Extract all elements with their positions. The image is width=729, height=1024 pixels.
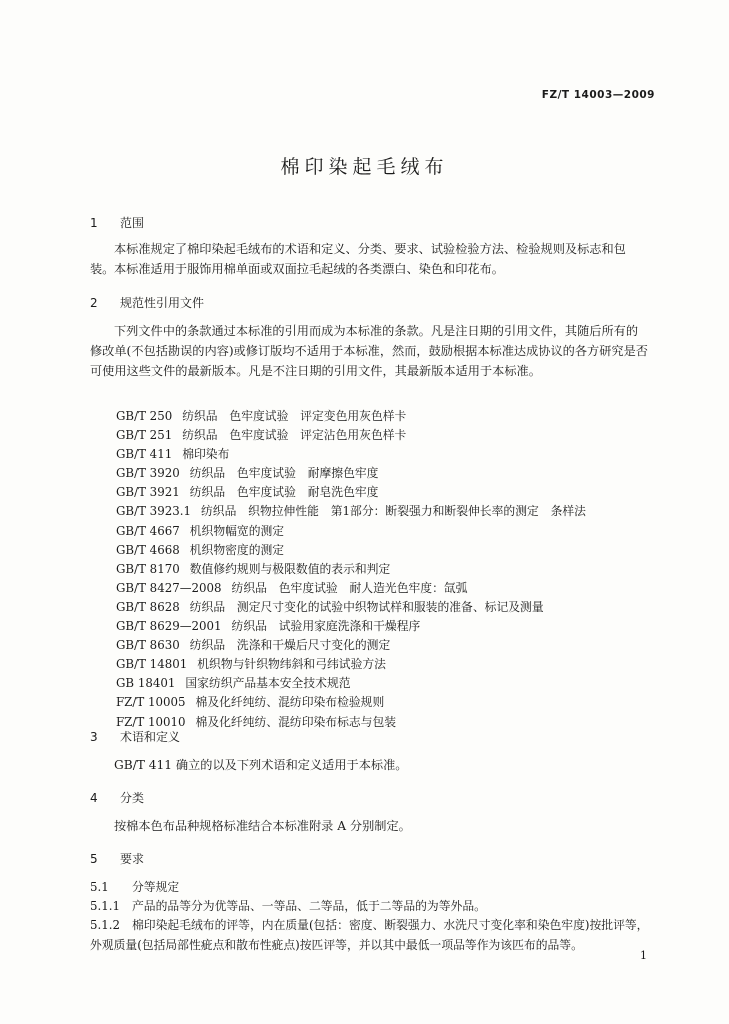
subsection-title: 分等规定: [132, 880, 180, 894]
ref-title: 纺织品 色牢度试验 耐摩擦色牢度: [189, 466, 379, 481]
section-title: 规范性引用文件: [120, 296, 205, 310]
section-2-heading: [90, 294, 204, 311]
ref-code: FZ/T 10005: [116, 695, 186, 710]
classification-paragraph: 按棉本色布品种规格标准结合本标准附录 A 分别制定。: [114, 819, 411, 833]
section-number: 3: [90, 730, 98, 744]
ref-title: 纺织品 色牢度试验 耐皂洗色牢度: [189, 485, 379, 500]
ref-code: GB/T 3921: [116, 485, 180, 500]
ref-code: GB/T 250: [116, 409, 173, 423]
ref-code: GB/T 4667: [116, 523, 180, 538]
section-5-heading: [90, 850, 144, 867]
ref-title: 纺织品 试验用家庭洗涤和干燥程序: [231, 619, 421, 634]
list-item: [116, 579, 586, 598]
ref-title: 棉及化纤纯纺、混纺印染布检验规则: [195, 695, 385, 710]
section-number: 4: [90, 791, 98, 805]
section-3-heading: [90, 728, 180, 745]
list-item: [116, 464, 586, 483]
ref-code: FZ/T 10010: [116, 714, 186, 729]
clause-number: 5.1.2: [90, 918, 121, 932]
clause-text: 棉印染起毛绒布的评等，内在质量(包括：密度、断裂强力、水洗尺寸变化率和染色牢度)按批评等，外观质量(包括局部性疵点和散布性疵点)按匹评等，并以其中最低一项品等作为该匹布的品等。: [90, 918, 649, 952]
subsection-5-1-heading: [90, 878, 179, 895]
ref-code: GB/T 8629—2001: [116, 619, 222, 634]
ref-title: 纺织品 色牢度试验 评定变色用灰色样卡: [182, 409, 407, 423]
list-item: [116, 502, 586, 521]
page-title: 棉印染起毛绒布: [280, 156, 449, 178]
subsection-number: 5.1: [90, 880, 109, 894]
ref-code: GB/T 8628: [116, 599, 180, 614]
section-title: 范围: [120, 216, 145, 230]
section-number: 1: [90, 216, 98, 230]
list-item: [116, 636, 586, 655]
ref-title: 纺织品 色牢度试验 耐人造光色牢度：氙弧: [231, 580, 468, 595]
ref-code: GB/T 251: [116, 428, 173, 443]
ref-code: GB/T 8427—2008: [116, 580, 222, 595]
ref-title: 纺织品 测定尺寸变化的试验中织物试样和服装的准备、标记及测量: [189, 599, 544, 614]
standard-number: FZ/T 14003—2009: [541, 89, 655, 101]
ref-code: GB 18401: [116, 676, 176, 691]
page-number: 1: [640, 949, 647, 962]
references-intro: 下列文件中的条款通过本标准的引用而成为本标准的条款。凡是注日期的引用文件，其随后所有的修改单(不包括勘误的内容)或修订版均不适用于本标准，然而，鼓励根据本标准达成协议的各方研究是否可使用这些文件的最新版本。凡是不注日期的引用文件，其最新版本适用于本标准。: [90, 324, 648, 378]
ref-code: GB/T 411: [116, 447, 173, 462]
list-item: [116, 655, 586, 674]
ref-code: GB/T 3920: [116, 466, 180, 481]
section-title: 要求: [120, 852, 145, 866]
terms-paragraph: GB/T 411 确立的以及下列术语和定义适用于本标准。: [114, 758, 408, 772]
scope-paragraph-1: 本标准规定了棉印染起毛绒布的术语和定义、分类、要求、试验检验方法、检验规则及标志和包装。: [90, 242, 626, 276]
section-title: 术语和定义: [120, 730, 181, 744]
section-number: 2: [90, 296, 98, 310]
clause-number: 5.1.1: [90, 899, 121, 913]
ref-title: 纺织品 洗涤和干燥后尺寸变化的测定: [189, 638, 391, 653]
section-1-heading: [90, 214, 144, 231]
ref-title: 数值修约规则与极限数值的表示和判定: [189, 561, 391, 576]
list-item: [116, 541, 586, 560]
section-4-heading: [90, 789, 144, 806]
ref-title: 国家纺织产品基本安全技术规范: [185, 676, 351, 691]
ref-title: 纺织品 色牢度试验 评定沾色用灰色样卡: [182, 428, 407, 443]
clause-text: 产品的品等分为优等品、一等品、二等品，低于二等品的为等外品。: [132, 899, 486, 913]
list-item: [116, 560, 586, 579]
list-item: [116, 598, 586, 617]
list-item: [116, 483, 586, 502]
reference-list: [116, 407, 586, 732]
list-item: [116, 407, 586, 426]
ref-title: 机织物幅宽的测定: [189, 523, 285, 538]
ref-title: 纺织品 织物拉伸性能 第1部分：断裂强力和断裂伸长率的测定 条样法: [200, 504, 586, 519]
ref-code: GB/T 8630: [116, 638, 180, 653]
ref-code: GB/T 8170: [116, 561, 180, 576]
ref-title: 机织物密度的测定: [189, 542, 285, 557]
ref-title: 机织物与针织物纬斜和弓纬试验方法: [197, 657, 386, 672]
section-number: 5: [90, 852, 98, 866]
ref-code: GB/T 4668: [116, 542, 180, 557]
list-item: [116, 617, 586, 636]
ref-code: GB/T 3923.1: [116, 504, 191, 519]
list-item: [116, 713, 586, 732]
section-title: 分类: [120, 791, 145, 805]
ref-title: 棉及化纤纯纺、混纺印染布标志与包装: [195, 714, 397, 729]
clause-5-1-2: [90, 915, 650, 955]
ref-code: GB/T 14801: [116, 657, 188, 672]
ref-title: 棉印染布: [182, 447, 230, 462]
list-item: [116, 674, 586, 693]
list-item: [116, 693, 586, 712]
list-item: [116, 445, 586, 464]
scope-paragraph-2: 本标准适用于服饰用棉单面或双面拉毛起绒的各类漂白、染色和印花布。: [114, 262, 504, 276]
clause-5-1-1: [90, 897, 486, 914]
list-item: [116, 522, 586, 541]
list-item: [116, 426, 586, 445]
